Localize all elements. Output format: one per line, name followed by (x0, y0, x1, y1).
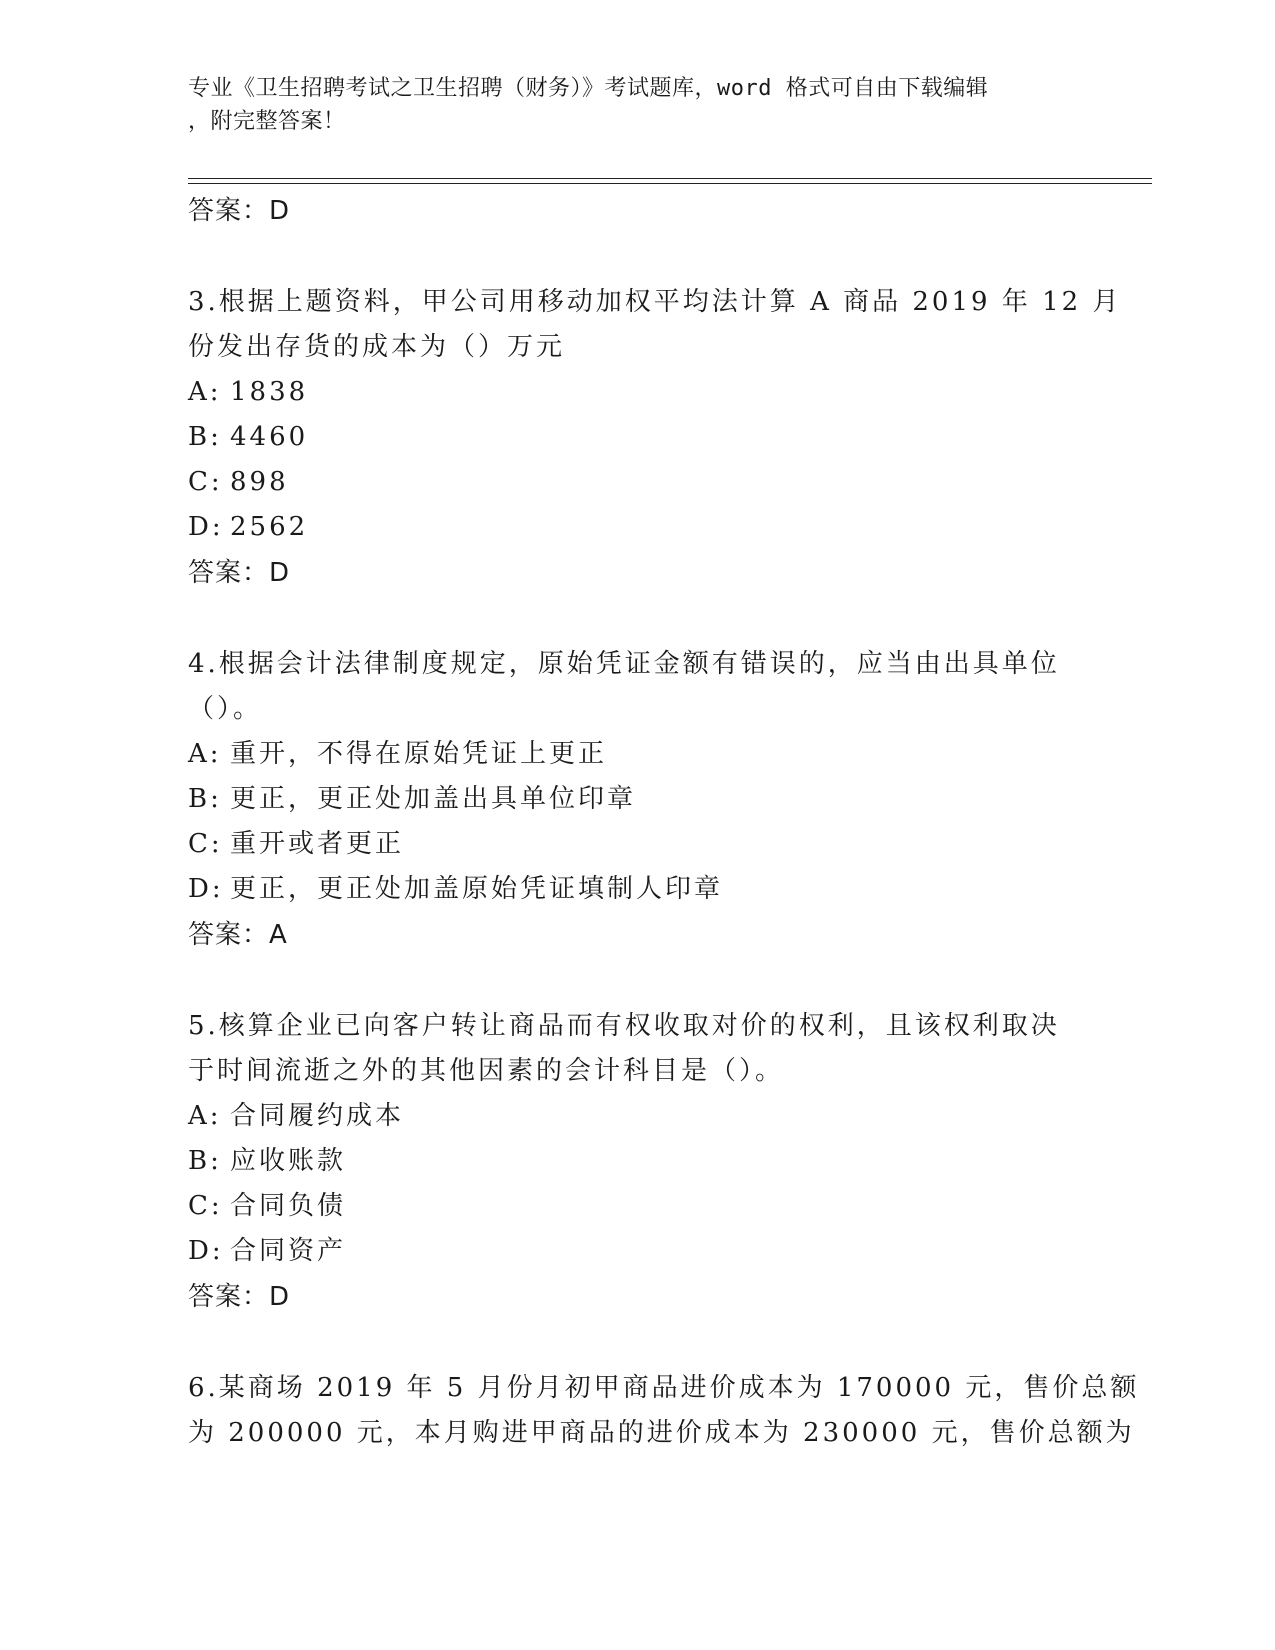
question-4-answer: 答案：A (188, 920, 288, 950)
option-text: 更正，更正处加盖出具单位印章 (230, 784, 637, 814)
option-text: 更正，更正处加盖原始凭证填制人印章 (230, 874, 724, 904)
option-text: 898 (230, 467, 289, 497)
option-text: 合同履约成本 (230, 1101, 405, 1131)
question-5-option-a (188, 1094, 1088, 1139)
question-3-option-d (188, 505, 1088, 550)
option-letter: D: (188, 1236, 224, 1266)
question-3 (188, 280, 1122, 596)
question-3-answer: 答案：D (188, 558, 291, 588)
option-text: 4460 (230, 422, 309, 452)
question-5 (188, 1004, 1088, 1320)
option-text: 合同资产 (230, 1236, 347, 1266)
question-3-line-2: 份发出存货的成本为（）万元 (188, 332, 566, 362)
option-letter: D: (188, 512, 224, 542)
option-text: 1838 (230, 377, 309, 407)
question-3-line-1: 3.根据上题资料，甲公司用移动加权平均法计算 A 商品 2019 年 12 月 (188, 287, 1122, 317)
option-letter: D: (188, 874, 224, 904)
question-5-option-d (188, 1229, 1088, 1274)
option-text: 合同负债 (230, 1191, 347, 1221)
question-6 (188, 1366, 1140, 1456)
question-5-line-1: 5.核算企业已向客户转让商品而有权收取对价的权利，且该权利取决 (188, 1011, 1060, 1041)
option-letter: C: (188, 829, 223, 859)
option-letter: B: (188, 784, 222, 814)
question-5-option-c (188, 1184, 1088, 1229)
option-text: 重开，不得在原始凭证上更正 (230, 739, 608, 769)
option-letter: C: (188, 1191, 223, 1221)
option-letter: A: (188, 739, 222, 769)
question-3-option-a (188, 370, 1088, 415)
option-letter: B: (188, 1146, 222, 1176)
previous-answer: 答案：D (188, 196, 291, 226)
question-4-option-c (188, 822, 1088, 867)
option-text: 应收账款 (230, 1146, 347, 1176)
question-4-line-2: （）。 (188, 694, 263, 724)
option-letter: A: (188, 1101, 222, 1131)
question-5-answer: 答案：D (188, 1282, 291, 1312)
question-5-option-b (188, 1139, 1088, 1184)
question-4-option-b (188, 777, 1088, 822)
question-3-option-b (188, 415, 1088, 460)
question-4 (188, 642, 1088, 958)
option-letter: A: (188, 377, 222, 407)
question-list (188, 188, 1140, 1456)
question-6-line-1: 6.某商场 2019 年 5 月份月初甲商品进价成本为 170000 元，售价总额 (188, 1373, 1140, 1403)
question-5-line-2: 于时间流逝之外的其他因素的会计科目是（）。 (188, 1056, 785, 1086)
option-text: 重开或者更正 (230, 829, 405, 859)
option-letter: B: (188, 422, 222, 452)
header-rule-top (188, 178, 1152, 179)
question-3-option-c (188, 460, 1088, 505)
question-4-line-1: 4.根据会计法律制度规定，原始凭证金额有错误的，应当由出具单位 (188, 649, 1060, 679)
question-6-line-2: 为 200000 元，本月购进甲商品的进价成本为 230000 元，售价总额为 (188, 1418, 1135, 1448)
document-header (188, 72, 1088, 138)
option-letter: C: (188, 467, 223, 497)
header-rule-bottom (188, 183, 1152, 184)
option-text: 2562 (230, 512, 309, 542)
question-4-option-a (188, 732, 1088, 777)
header-line-2: ，附完整答案！ (188, 109, 346, 134)
header-line-1: 专业《卫生招聘考试之卫生招聘（财务）》考试题库，word 格式可自由下载编辑 (188, 76, 989, 101)
question-4-option-d (188, 867, 1088, 912)
